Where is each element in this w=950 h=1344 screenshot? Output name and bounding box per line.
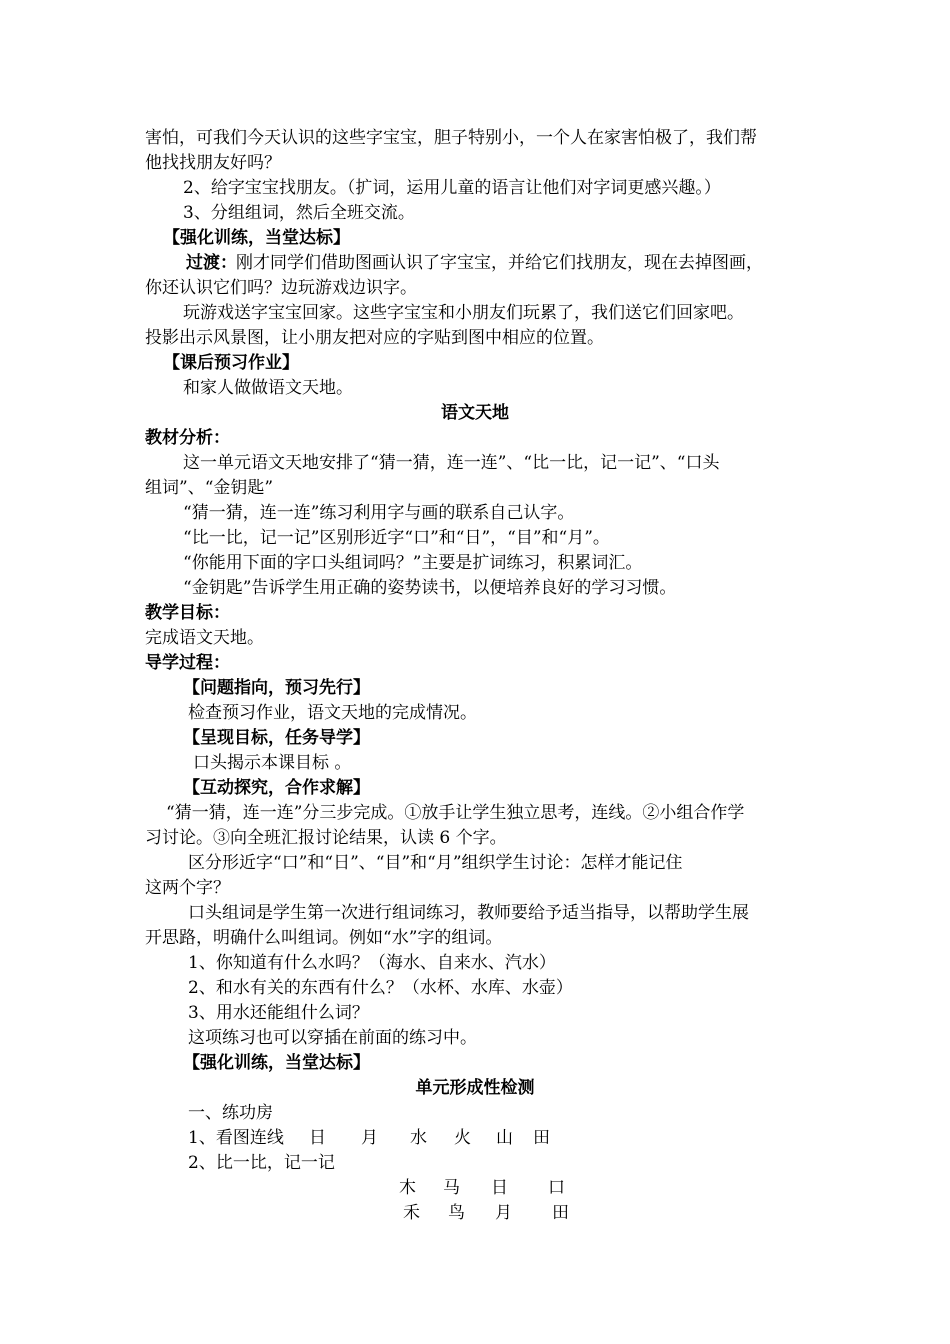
paragraph-line: “比一比，记一记”区别形近字“口”和“日”，“目”和“月”。 [183, 528, 610, 548]
paragraph-line: 害怕，可我们今天认识的这些字宝宝，胆子特别小，一个人在家害怕极了，我们帮 [145, 128, 757, 148]
paragraph-line: 这一单元语文天地安排了“猜一猜，连一连”、“比一比，记一记”、“口头 [183, 453, 720, 473]
section-heading: 【互动探究，合作求解】 [183, 778, 370, 798]
section-heading: 教材分析： [145, 428, 230, 448]
match-char: 山 [496, 1128, 513, 1148]
paragraph-line: 组词”、“金钥匙” [145, 478, 274, 498]
compare-char: 月 [495, 1203, 512, 1223]
match-char: 日 [309, 1128, 326, 1148]
exercise-label: 1、看图连线 [188, 1128, 284, 1148]
paragraph-line: 刚才同学们借助图画认识了字宝宝，并给它们找朋友，现在去掉图画， [236, 253, 763, 273]
section-heading: 教学目标： [145, 603, 230, 623]
paragraph-line: “金钥匙”告诉学生用正确的姿势读书，以便培养良好的学习习惯。 [183, 578, 677, 598]
section-heading: 【课后预习作业】 [163, 353, 299, 373]
section-heading: 【呈现目标，任务导学】 [183, 728, 370, 748]
exercise-label: 2、比一比，记一记 [188, 1153, 335, 1173]
paragraph-line: “猜一猜，连一连”分三步完成。①放手让学生独立思考，连线。②小组合作学 [166, 803, 745, 823]
match-char: 月 [361, 1128, 378, 1148]
document-title: 语文天地 [441, 403, 509, 423]
compare-char: 鸟 [448, 1203, 465, 1223]
paragraph-line: 玩游戏送字宝宝回家。这些字宝宝和小朋友们玩累了，我们送它们回家吧。 [183, 303, 744, 323]
compare-char: 田 [552, 1203, 569, 1223]
paragraph-line: 2、给字宝宝找朋友。（扩词，运用儿童的语言让他们对字词更感兴趣。） [183, 178, 721, 198]
paragraph-line: 完成语文天地。 [145, 628, 264, 648]
paragraph-line: “猜一猜，连一连”练习利用字与画的联系自己认字。 [183, 503, 575, 523]
inline-label: 过渡： [186, 253, 237, 273]
paragraph-line: 和家人做做语文天地。 [183, 378, 353, 398]
paragraph-line: 他找找朋友好吗？ [145, 153, 281, 173]
section-heading: 【强化训练，当堂达标】 [183, 1053, 370, 1073]
section-heading: 【强化训练，当堂达标】 [163, 228, 350, 248]
section-heading: 导学过程： [145, 653, 230, 673]
match-char: 水 [410, 1128, 427, 1148]
paragraph-line: 习讨论。③向全班汇报讨论结果，认读 6 个字。 [145, 828, 507, 848]
list-item: 1、你知道有什么水吗？（海水、自来水、汽水） [188, 953, 556, 973]
paragraph-line: 这项练习也可以穿插在前面的练习中。 [188, 1028, 477, 1048]
paragraph-line: 口头组词是学生第一次进行组词练习，教师要给予适当指导，以帮助学生展 [188, 903, 749, 923]
compare-char: 口 [548, 1178, 565, 1198]
match-char: 田 [533, 1128, 550, 1148]
paragraph-line: 投影出示风景图，让小朋友把对应的字贴到图中相应的位置。 [145, 328, 604, 348]
paragraph-line: 检查预习作业，语文天地的完成情况。 [188, 703, 477, 723]
paragraph-line: 你还认识它们吗？边玩游戏边识字。 [145, 278, 417, 298]
compare-char: 日 [491, 1178, 508, 1198]
compare-char: 禾 [403, 1203, 420, 1223]
paragraph-line: 这两个字？ [145, 878, 230, 898]
paragraph-line: 一、练功房 [188, 1103, 273, 1123]
compare-char: 木 [399, 1178, 416, 1198]
document-title: 单元形成性检测 [415, 1078, 535, 1098]
match-char: 火 [454, 1128, 471, 1148]
list-item: 3、用水还能组什么词？ [188, 1003, 369, 1023]
paragraph-line: 3、分组组词，然后全班交流。 [183, 203, 415, 223]
paragraph-line: 口头揭示本课目标 。 [193, 753, 352, 773]
compare-char: 马 [443, 1178, 460, 1198]
section-heading: 【问题指向，预习先行】 [183, 678, 370, 698]
paragraph-line: “你能用下面的字口头组词吗？”主要是扩词练习，积累词汇。 [183, 553, 643, 573]
list-item: 2、和水有关的东西有什么？（水杯、水库、水壶） [188, 978, 573, 998]
paragraph-line: 区分形近字“口”和“日”、“目”和“月”组织学生讨论：怎样才能记住 [188, 853, 683, 873]
paragraph-line: 开思路，明确什么叫组词。例如“水”字的组词。 [145, 928, 503, 948]
